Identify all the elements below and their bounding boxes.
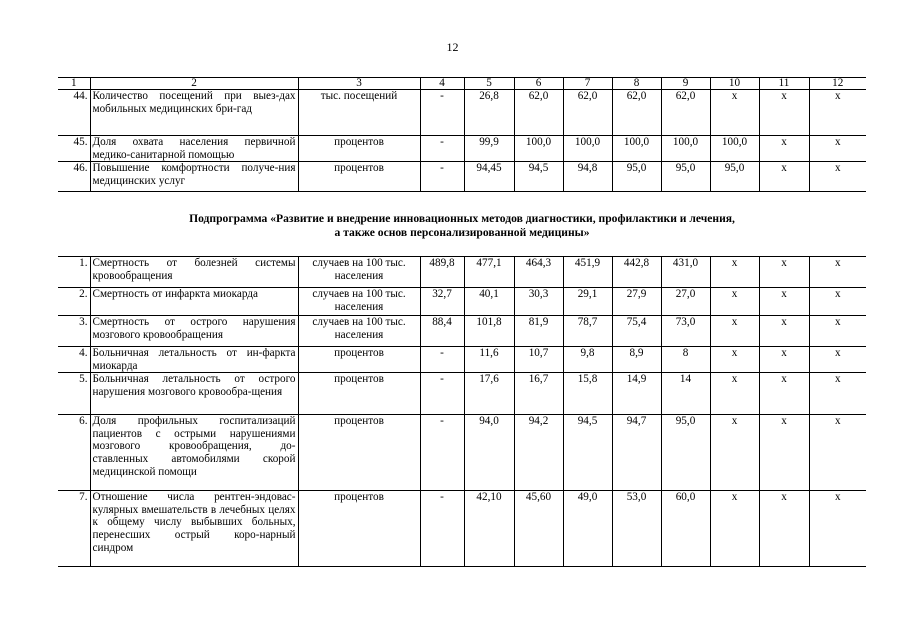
indicators-table-top bbox=[58, 77, 866, 192]
value-cell: 94,5 bbox=[514, 162, 563, 192]
value-cell: 94,7 bbox=[612, 415, 661, 491]
column-number-cell: 3 bbox=[298, 78, 420, 90]
table-row bbox=[58, 347, 866, 373]
column-number-cell: 10 bbox=[710, 78, 759, 90]
unit-cell: процентов bbox=[298, 162, 420, 192]
value-cell: 94,8 bbox=[563, 162, 612, 192]
value-cell: 101,8 bbox=[464, 316, 514, 347]
value-cell: х bbox=[710, 288, 759, 316]
value-cell: 8 bbox=[661, 347, 710, 373]
unit-cell: случаев на 100 тыс. населения bbox=[298, 316, 420, 347]
value-cell: х bbox=[809, 347, 866, 373]
value-cell: 95,0 bbox=[661, 162, 710, 192]
value-cell: 477,1 bbox=[464, 257, 514, 288]
value-cell: 8,9 bbox=[612, 347, 661, 373]
unit-cell: процентов bbox=[298, 136, 420, 162]
row-number-cell: 45. bbox=[58, 136, 90, 162]
value-cell: 16,7 bbox=[514, 373, 563, 415]
value-cell: 81,9 bbox=[514, 316, 563, 347]
unit-cell: случаев на 100 тыс. населения bbox=[298, 288, 420, 316]
unit-cell: случаев на 100 тыс. населения bbox=[298, 257, 420, 288]
value-cell: 464,3 bbox=[514, 257, 563, 288]
value-cell: х bbox=[759, 90, 809, 136]
row-number-cell: 7. bbox=[58, 491, 90, 567]
row-number-cell: 2. bbox=[58, 288, 90, 316]
indicator-name-cell: Количество посещений при выез-дах мобильных медицинских бри-гад bbox=[90, 90, 298, 136]
indicator-name-cell: Больничная летальность от острого нарушения мозгового кровообра-щения bbox=[90, 373, 298, 415]
value-cell: х bbox=[710, 90, 759, 136]
value-cell: 27,9 bbox=[612, 288, 661, 316]
value-cell: 14 bbox=[661, 373, 710, 415]
value-cell: х bbox=[710, 373, 759, 415]
value-cell: 78,7 bbox=[563, 316, 612, 347]
value-cell: 88,4 bbox=[420, 316, 464, 347]
subprogram-title-line1: Подпрограмма «Развитие и внедрение инновационных методов диагностики, профилактики и лечения, bbox=[189, 212, 735, 225]
column-number-cell: 1 bbox=[58, 78, 90, 90]
value-cell: 94,0 bbox=[464, 415, 514, 491]
value-cell: х bbox=[809, 162, 866, 192]
value-cell: 15,8 bbox=[563, 373, 612, 415]
value-cell: х bbox=[809, 491, 866, 567]
row-number-cell: 6. bbox=[58, 415, 90, 491]
subprogram-title bbox=[58, 212, 866, 240]
indicator-name-cell: Повышение комфортности получе-ния медицинских услуг bbox=[90, 162, 298, 192]
value-cell: 100,0 bbox=[563, 136, 612, 162]
value-cell: 32,7 bbox=[420, 288, 464, 316]
column-number-cell: 11 bbox=[759, 78, 809, 90]
value-cell: х bbox=[759, 316, 809, 347]
value-cell: 27,0 bbox=[661, 288, 710, 316]
row-number-cell: 44. bbox=[58, 90, 90, 136]
value-cell: 99,9 bbox=[464, 136, 514, 162]
value-cell: 14,9 bbox=[612, 373, 661, 415]
row-number-cell: 5. bbox=[58, 373, 90, 415]
table-row bbox=[58, 373, 866, 415]
value-cell: 94,2 bbox=[514, 415, 563, 491]
value-cell: х bbox=[809, 415, 866, 491]
column-number-cell: 9 bbox=[661, 78, 710, 90]
value-cell: - bbox=[420, 491, 464, 567]
value-cell: х bbox=[759, 491, 809, 567]
table-row bbox=[58, 491, 866, 567]
value-cell: 73,0 bbox=[661, 316, 710, 347]
column-number-cell: 4 bbox=[420, 78, 464, 90]
value-cell: х bbox=[710, 415, 759, 491]
unit-cell: процентов bbox=[298, 491, 420, 567]
value-cell: 62,0 bbox=[661, 90, 710, 136]
value-cell: 29,1 bbox=[563, 288, 612, 316]
column-number-cell: 5 bbox=[464, 78, 514, 90]
value-cell: 75,4 bbox=[612, 316, 661, 347]
value-cell: 431,0 bbox=[661, 257, 710, 288]
value-cell: х bbox=[759, 136, 809, 162]
indicator-name-cell: Доля охвата населения первичной медико-санитарной помощью bbox=[90, 136, 298, 162]
value-cell: 10,7 bbox=[514, 347, 563, 373]
value-cell: 100,0 bbox=[612, 136, 661, 162]
indicator-name-cell: Смертность от инфаркта миокарда bbox=[90, 288, 298, 316]
value-cell: х bbox=[710, 316, 759, 347]
value-cell: 451,9 bbox=[563, 257, 612, 288]
column-number-row bbox=[58, 78, 866, 90]
value-cell: 94,5 bbox=[563, 415, 612, 491]
value-cell: 489,8 bbox=[420, 257, 464, 288]
value-cell: х bbox=[710, 491, 759, 567]
value-cell: 9,8 bbox=[563, 347, 612, 373]
value-cell: х bbox=[759, 288, 809, 316]
value-cell: х bbox=[759, 257, 809, 288]
column-number-cell: 2 bbox=[90, 78, 298, 90]
unit-cell: процентов bbox=[298, 415, 420, 491]
value-cell: - bbox=[420, 347, 464, 373]
indicator-name-cell: Смертность от болезней системы кровообращения bbox=[90, 257, 298, 288]
value-cell: - bbox=[420, 415, 464, 491]
page-number: 12 bbox=[446, 40, 459, 54]
value-cell: 95,0 bbox=[710, 162, 759, 192]
table-row bbox=[58, 136, 866, 162]
value-cell: 100,0 bbox=[514, 136, 563, 162]
indicators-table-subprogram bbox=[58, 256, 866, 567]
value-cell: 53,0 bbox=[612, 491, 661, 567]
value-cell: х bbox=[710, 347, 759, 373]
value-cell: 94,45 bbox=[464, 162, 514, 192]
value-cell: х bbox=[809, 90, 866, 136]
indicator-name-cell: Смертность от острого нарушения мозгового кровообращения bbox=[90, 316, 298, 347]
value-cell: - bbox=[420, 162, 464, 192]
value-cell: 95,0 bbox=[612, 162, 661, 192]
indicator-name-cell: Отношение числа рентген-эндовас-кулярных вмешательств в лечебных целях к общему числу выбывших больных, перенесших острый коро-нарный синдром bbox=[90, 491, 298, 567]
row-number-cell: 46. bbox=[58, 162, 90, 192]
indicator-name-cell: Больничная летальность от ин-фаркта миокарда bbox=[90, 347, 298, 373]
value-cell: 11,6 bbox=[464, 347, 514, 373]
value-cell: 26,8 bbox=[464, 90, 514, 136]
unit-cell: тыс. посещений bbox=[298, 90, 420, 136]
value-cell: х bbox=[759, 347, 809, 373]
subprogram-title-line2: а также основ персонализированной медицины» bbox=[334, 226, 590, 239]
column-number-cell: 6 bbox=[514, 78, 563, 90]
value-cell: 100,0 bbox=[661, 136, 710, 162]
value-cell: 49,0 bbox=[563, 491, 612, 567]
value-cell: х bbox=[759, 162, 809, 192]
value-cell: х bbox=[759, 415, 809, 491]
value-cell: 42,10 bbox=[464, 491, 514, 567]
value-cell: 95,0 bbox=[661, 415, 710, 491]
column-number-cell: 8 bbox=[612, 78, 661, 90]
value-cell: 45,60 bbox=[514, 491, 563, 567]
value-cell: 60,0 bbox=[661, 491, 710, 567]
value-cell: х bbox=[809, 136, 866, 162]
table-row bbox=[58, 316, 866, 347]
value-cell: 40,1 bbox=[464, 288, 514, 316]
value-cell: - bbox=[420, 90, 464, 136]
value-cell: - bbox=[420, 373, 464, 415]
value-cell: х bbox=[809, 288, 866, 316]
column-number-cell: 7 bbox=[563, 78, 612, 90]
row-number-cell: 3. bbox=[58, 316, 90, 347]
indicator-name-cell: Доля профильных госпитализаций пациентов с острыми нарушениями мозгового кровообращения, до-ставленных автомобилями скорой медицинской помощи bbox=[90, 415, 298, 491]
unit-cell: процентов bbox=[298, 373, 420, 415]
value-cell: х bbox=[759, 373, 809, 415]
value-cell: 62,0 bbox=[514, 90, 563, 136]
value-cell: 62,0 bbox=[612, 90, 661, 136]
row-number-cell: 4. bbox=[58, 347, 90, 373]
table-row bbox=[58, 162, 866, 192]
value-cell: х bbox=[809, 373, 866, 415]
table-row bbox=[58, 415, 866, 491]
column-number-cell: 12 bbox=[809, 78, 866, 90]
value-cell: 100,0 bbox=[710, 136, 759, 162]
value-cell: х bbox=[710, 257, 759, 288]
table-row bbox=[58, 257, 866, 288]
row-number-cell: 1. bbox=[58, 257, 90, 288]
value-cell: 442,8 bbox=[612, 257, 661, 288]
value-cell: 62,0 bbox=[563, 90, 612, 136]
table-row bbox=[58, 90, 866, 136]
value-cell: 17,6 bbox=[464, 373, 514, 415]
value-cell: х bbox=[809, 316, 866, 347]
value-cell: 30,3 bbox=[514, 288, 563, 316]
table-row bbox=[58, 288, 866, 316]
value-cell: х bbox=[809, 257, 866, 288]
value-cell: - bbox=[420, 136, 464, 162]
unit-cell: процентов bbox=[298, 347, 420, 373]
